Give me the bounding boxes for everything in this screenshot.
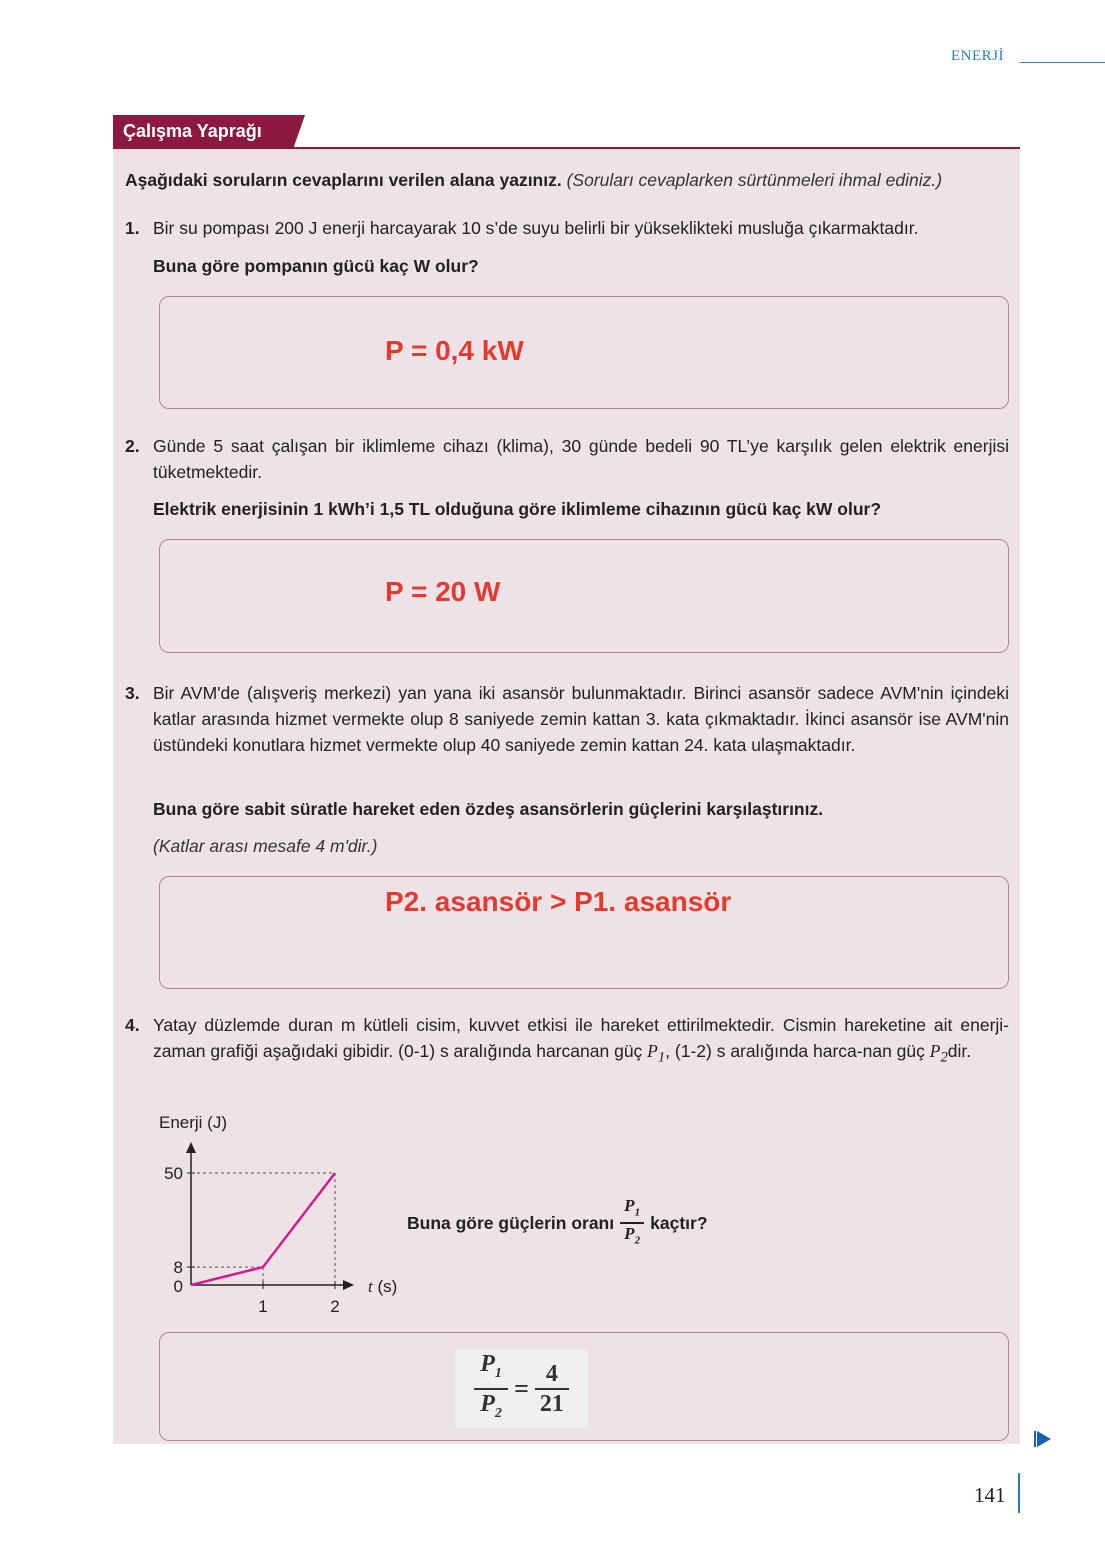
q2-number: 2.: [125, 436, 140, 456]
chart-xlabel: t (s): [368, 1277, 398, 1296]
q1-answer-box[interactable]: [159, 296, 1009, 409]
instruction: [125, 170, 942, 191]
q2-answer: P = 20 W: [385, 576, 501, 607]
q4-ratio-fraction: $\frac{P_1}{P_2}$: [620, 1196, 644, 1251]
q2-question: Elektrik enerjisinin 1 kWh’i 1,5 TL olduğuna göre iklimleme cihazının gücü kaç kW olur?: [153, 499, 882, 519]
origin-label: 0: [173, 1277, 183, 1296]
q2-answer-box[interactable]: [159, 539, 1009, 653]
q4-answer-equals: =: [514, 1374, 529, 1403]
q4-question-b: kaçtır?: [650, 1212, 708, 1233]
q4-answer-ratio: $\frac{P_1}{P_2}$: [474, 1350, 508, 1428]
worksheet-tab-label: Çalışma Yaprağı: [123, 121, 262, 141]
energy-time-chart: [150, 1105, 420, 1320]
y-tick-label-50: 50: [164, 1164, 183, 1183]
q1-answer: P = 0,4 kW: [385, 335, 524, 366]
section-title: ENERJİ: [951, 48, 1004, 64]
q4-text-c: dir.: [947, 1041, 972, 1061]
q4-p2: $P_2$: [929, 1041, 948, 1066]
q4-text-a: Yatay düzlemde duran m kütleli cisim, kuvvet etkisi ile hareket ettirilmektedir. Cismin hareketine ait enerji-zaman grafiği aşağıdaki gibidir. (0-1) s aralığında harcanan güç: [153, 1015, 1009, 1061]
y-tick-label-8: 8: [173, 1258, 183, 1278]
q1-text: Bir su pompası 200 J enerji harcayarak 10 s’de suyu belirli bir yükseklikteki musluğa çıkarmaktadır.: [153, 218, 919, 238]
q3-number: 3.: [125, 683, 140, 703]
q4-p1: $P_1$: [647, 1041, 666, 1066]
chart-ylabel: Enerji (J): [159, 1113, 228, 1132]
q1-question: Buna göre pompanın gücü kaç W olur?: [153, 256, 479, 276]
page-number-rule: [1018, 1473, 1020, 1513]
q4-question-a: Buna göre güçlerin oranı: [407, 1212, 615, 1233]
x-tick-label-2: 2: [330, 1297, 340, 1316]
page-number: 141: [974, 1483, 1006, 1507]
instruction-bold: Aşağıdaki soruların cevaplarını verilen alana yazınız.: [125, 170, 562, 190]
q3-note: (Katlar arası mesafe 4 m'dir.): [153, 836, 378, 856]
instruction-italic: (Soruları cevaplarken sürtünmeleri ihmal ediniz.): [566, 170, 943, 190]
q4-answer: [455, 1350, 588, 1428]
q2-text: Günde 5 saat çalışan bir iklimleme cihazı (klima), 30 günde bedeli 90 TL’ye karşılık gelen elektrik enerjisi tüketmektedir.: [153, 436, 1009, 482]
header-rule: [1020, 62, 1105, 63]
q4-question: [407, 1196, 708, 1251]
q4-text: [153, 1012, 1009, 1071]
x-tick-label-1: 1: [258, 1297, 268, 1316]
q4-answer-value: $\frac{4}{21}$: [535, 1360, 569, 1419]
next-page-bar: [1034, 1431, 1036, 1447]
q3-answer: P2. asansör > P1. asansör: [385, 886, 732, 917]
next-page-arrow-icon[interactable]: [1037, 1431, 1051, 1447]
q1-number: 1.: [125, 218, 140, 238]
energy-series-line: [191, 1173, 335, 1285]
q4-number: 4.: [125, 1015, 140, 1035]
x-axis-arrow: [343, 1280, 354, 1290]
q3-question: Buna göre sabit süratle hareket eden özdeş asansörlerin güçlerini karşılaştırınız.: [153, 799, 824, 819]
q4-text-b: , (1-2) s aralığında harca-nan güç: [665, 1041, 930, 1061]
chart-plot: [164, 1142, 354, 1316]
y-axis-arrow: [186, 1142, 196, 1153]
q3-text: Bir AVM'de (alışveriş merkezi) yan yana iki asansör bulunmaktadır. Birinci asansör sadece AVM'nin içindeki katlar arasında hizmet vermekte olup 8 saniyede zemin kattan 3. kata çıkmaktadır. İkinci asansör ise AVM'nin üstündeki konutlara hizmet vermekte olup 40 saniyede zemin kattan 24. kata ulaşmaktadır.: [153, 683, 1009, 755]
